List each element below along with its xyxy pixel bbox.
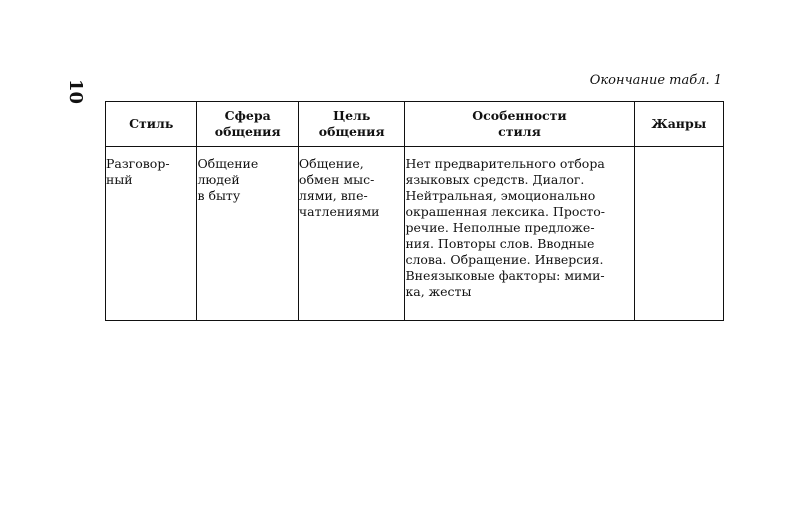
header-sphere: Сфера общения <box>197 102 298 147</box>
table-caption: Окончание табл. 1 <box>589 73 722 88</box>
cell-genres <box>634 147 723 321</box>
cell-features: Нет предварительного отбора языковых средств. Диалог. Нейтральная, эмоционально окрашенная лексика. Просто- речие. Неполные предложе- ния. Повторы слов. Вводные слова. Обращение. Инверсия. Внеязыковые факторы: мими- ка, жесты <box>405 147 634 321</box>
table-header-row <box>106 102 724 147</box>
header-style: Стиль <box>106 102 197 147</box>
table-row <box>106 147 724 321</box>
header-genres: Жанры <box>634 102 723 147</box>
cell-goal: Общение, обмен мыс- лями, впе- чатлениями <box>298 147 405 321</box>
header-goal: Цель общения <box>298 102 405 147</box>
cell-sphere: Общение людей в быту <box>197 147 298 321</box>
page-number: 10 <box>65 79 86 105</box>
header-features: Особенности стиля <box>405 102 634 147</box>
style-table <box>105 101 724 321</box>
cell-style: Разговор- ный <box>106 147 197 321</box>
